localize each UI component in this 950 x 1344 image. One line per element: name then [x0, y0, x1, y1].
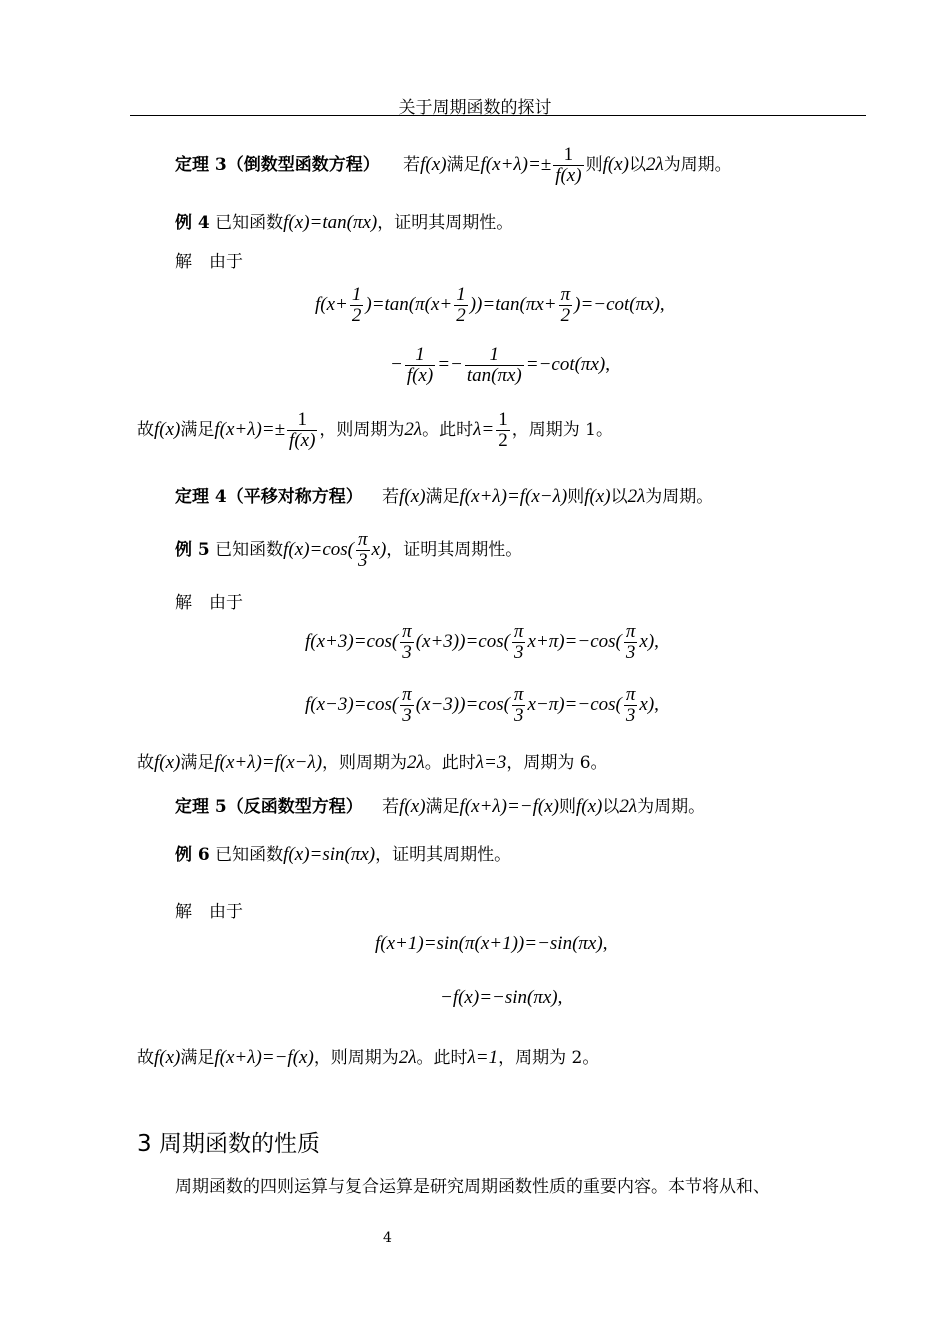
- frac-num: 1: [351, 284, 362, 305]
- eq-part: f(x+1)=sin(π(x+1))=−sin(πx): [375, 933, 603, 954]
- example-5-equation-2: [305, 685, 659, 726]
- math: f(x)=cos(: [283, 538, 354, 560]
- comma: ,: [659, 293, 665, 315]
- eq-part: f(x−3)=cos(: [305, 693, 399, 715]
- text: ，周期为 1。: [511, 419, 613, 440]
- frac-den: 2: [560, 304, 571, 326]
- math: 2λ: [619, 796, 638, 817]
- frac-num: 1: [465, 345, 524, 366]
- section-3-paragraph: 周期函数的四则运算与复合运算是研究周期函数性质的重要内容。本节将从和、: [175, 1177, 770, 1197]
- fraction: [465, 345, 524, 386]
- frac-num: π: [625, 621, 636, 642]
- eq-part: )=tan(π(x+: [365, 293, 453, 315]
- example-4-equation-2: [390, 345, 610, 386]
- math: 2λ: [398, 1047, 417, 1068]
- example-4: [175, 208, 513, 234]
- eq-part: (x+3))=cos(: [415, 630, 510, 652]
- math: f(x): [584, 486, 611, 507]
- text: 为周期。: [637, 797, 706, 817]
- example-4-equation-1: [315, 285, 665, 326]
- theorem-3-frac-den: f(x): [555, 164, 582, 186]
- theorem-3-then: 则: [585, 154, 603, 175]
- fraction: [559, 285, 573, 326]
- text: 以: [602, 797, 620, 817]
- example-4-function: f(x)=tan(πx): [283, 212, 378, 233]
- text: 则: [558, 797, 576, 817]
- fraction: [356, 530, 370, 571]
- text: 满足: [180, 753, 215, 773]
- example-4-text-end: ，证明其周期性。: [377, 213, 514, 233]
- frac-num: π: [560, 284, 571, 305]
- frac-den: 3: [402, 641, 412, 663]
- math: 2λ: [627, 486, 646, 507]
- fraction: [512, 622, 526, 663]
- frac-num: π: [513, 684, 524, 705]
- text: 故: [137, 1048, 154, 1068]
- frac-num: π: [625, 684, 636, 705]
- text: ，证明其周期性。: [375, 845, 512, 865]
- example-5-equation-1: [305, 622, 659, 663]
- eq-part: =−cot(πx): [525, 353, 606, 375]
- example-4-text: 已知函数: [215, 213, 284, 233]
- math: f(x+λ)=−f(x): [459, 796, 559, 817]
- example-4-label: 例 4: [175, 213, 210, 233]
- math: f(x): [399, 796, 426, 817]
- text: 满足: [180, 419, 215, 440]
- text: 。此时: [416, 1048, 468, 1068]
- frac-den: 3: [513, 704, 524, 726]
- theorem-4-label: 定理 4（平移对称方程）: [175, 487, 363, 507]
- frac-den: 2: [456, 304, 466, 326]
- text: ，证明其周期性。: [386, 539, 523, 560]
- text: 已知函数: [215, 539, 284, 560]
- frac-num: 1: [498, 409, 508, 430]
- text: ，则周期为: [319, 419, 405, 440]
- frac-num: 1: [456, 284, 466, 305]
- text: ，周期为 2。: [498, 1048, 600, 1068]
- running-header: 关于周期函数的探讨: [398, 98, 552, 118]
- text: 为周期。: [645, 487, 714, 507]
- text: ，则周期为: [313, 1048, 399, 1068]
- text: 。此时: [422, 419, 474, 440]
- math: f(x): [154, 1047, 181, 1068]
- eq-part: x+π)=−cos(: [527, 630, 622, 652]
- theorem-3-frac-num: 1: [553, 145, 583, 166]
- math: f(x): [154, 418, 181, 440]
- eq-part: −f(x)=−sin(πx): [440, 987, 558, 1008]
- math: f(x): [575, 796, 603, 817]
- eq-part: f(x+3)=cos(: [305, 630, 399, 652]
- math: λ=3: [475, 752, 507, 773]
- frac-den: 3: [625, 641, 636, 663]
- math: λ=: [473, 418, 495, 440]
- eq-part: (x−3))=cos(: [415, 693, 510, 715]
- page-number: 4: [383, 1230, 392, 1246]
- theorem-3-with: 以: [628, 154, 646, 175]
- example-6-label: 例 6: [175, 845, 210, 865]
- frac-den: 3: [358, 549, 368, 571]
- comma: ,: [605, 353, 610, 375]
- text: 故: [137, 753, 154, 773]
- theorem-3-eq: f(x+λ)=±: [480, 153, 552, 175]
- math: f(x+λ)=−f(x): [214, 1047, 314, 1068]
- fraction: [496, 410, 510, 451]
- eq-part: f(x+: [315, 293, 348, 315]
- text: ，则周期为: [322, 753, 408, 773]
- theorem-4: [175, 482, 713, 508]
- example-6-equation-1: [375, 933, 607, 955]
- comma: ,: [654, 630, 659, 652]
- frac-den: 3: [402, 704, 412, 726]
- example-6-conclusion: [137, 1043, 599, 1069]
- text: 已知函数: [215, 845, 284, 865]
- frac-den: 2: [498, 429, 508, 451]
- header-rule: [130, 115, 866, 116]
- fraction: [287, 410, 317, 451]
- text: 满足: [425, 797, 460, 817]
- text: 满足: [180, 1048, 215, 1068]
- theorem-3-satisfy: 满足: [446, 154, 481, 175]
- comma: ,: [557, 987, 563, 1008]
- eq-part: x): [639, 693, 655, 715]
- math: f(x): [154, 752, 181, 773]
- example-6: [175, 840, 511, 866]
- eq-part: x−π)=−cos(: [527, 693, 622, 715]
- fraction: [624, 685, 638, 726]
- theorem-3-label: 定理 3（倒数型函数方程）: [175, 154, 380, 175]
- eq-part: )=−cot(πx): [574, 293, 660, 315]
- example-6-equation-2: [440, 987, 562, 1009]
- eq-part: =−: [437, 353, 463, 375]
- theorem-3-end: 为周期。: [663, 154, 732, 175]
- fraction: [624, 622, 638, 663]
- eq-part: ))=tan(πx+: [469, 293, 557, 315]
- math: x): [371, 538, 387, 560]
- fraction: [400, 622, 414, 663]
- frac-den: 3: [513, 641, 524, 663]
- section-3-heading: 3 周期函数的性质: [137, 1131, 320, 1157]
- fraction: [512, 685, 526, 726]
- math: f(x+λ)=f(x−λ): [459, 486, 568, 507]
- math: f(x+λ)=f(x−λ): [214, 752, 323, 773]
- theorem-3-fraction: [553, 145, 583, 186]
- math: λ=1: [467, 1047, 499, 1068]
- theorem-3-period: 2λ: [645, 153, 664, 175]
- frac-den: 3: [625, 704, 636, 726]
- math: 2λ: [404, 418, 423, 440]
- frac-num: π: [402, 621, 412, 642]
- fraction: [400, 685, 414, 726]
- frac-den: 2: [351, 304, 362, 326]
- fraction: [454, 285, 468, 326]
- frac-num: π: [358, 529, 368, 550]
- text: 以: [610, 487, 628, 507]
- text: 若: [382, 487, 400, 507]
- comma: ,: [654, 693, 659, 715]
- fraction: [405, 345, 435, 386]
- text: 若: [382, 797, 400, 817]
- theorem-3-if: 若: [403, 154, 421, 175]
- text: 。此时: [424, 753, 476, 773]
- math: 2λ: [407, 752, 425, 773]
- example-5: [175, 530, 522, 571]
- frac-num: π: [513, 621, 524, 642]
- frac-den: f(x): [406, 364, 434, 386]
- eq-part: x): [639, 630, 655, 652]
- frac-den: f(x): [289, 429, 316, 451]
- comma: ,: [602, 933, 608, 954]
- theorem-3: [175, 145, 732, 186]
- frac-num: 1: [405, 345, 435, 366]
- math: f(x)=sin(πx): [283, 844, 376, 865]
- text: 故: [137, 419, 154, 440]
- example-6-solution-label: 解 由于: [175, 902, 243, 922]
- frac-num: 1: [287, 410, 317, 431]
- text: ，周期为 6。: [506, 753, 608, 773]
- example-5-label: 例 5: [175, 539, 210, 560]
- example-5-conclusion: [137, 748, 608, 774]
- frac-num: π: [402, 684, 412, 705]
- text: 则: [567, 487, 585, 507]
- frac-den: tan(πx): [466, 364, 522, 386]
- fraction: [350, 285, 364, 326]
- math: f(x+λ)=±: [214, 418, 286, 440]
- example-5-solution-label: 解 由于: [175, 593, 243, 613]
- text: 满足: [425, 487, 460, 507]
- theorem-5-label: 定理 5（反函数型方程）: [175, 797, 363, 817]
- theorem-3-fx2: f(x): [602, 153, 629, 175]
- example-4-solution-label: 解 由于: [175, 252, 243, 272]
- math: f(x): [399, 486, 426, 507]
- theorem-3-fx: f(x): [420, 153, 447, 175]
- example-4-conclusion: [137, 410, 613, 451]
- theorem-5: [175, 792, 705, 818]
- eq-part: −: [390, 353, 403, 375]
